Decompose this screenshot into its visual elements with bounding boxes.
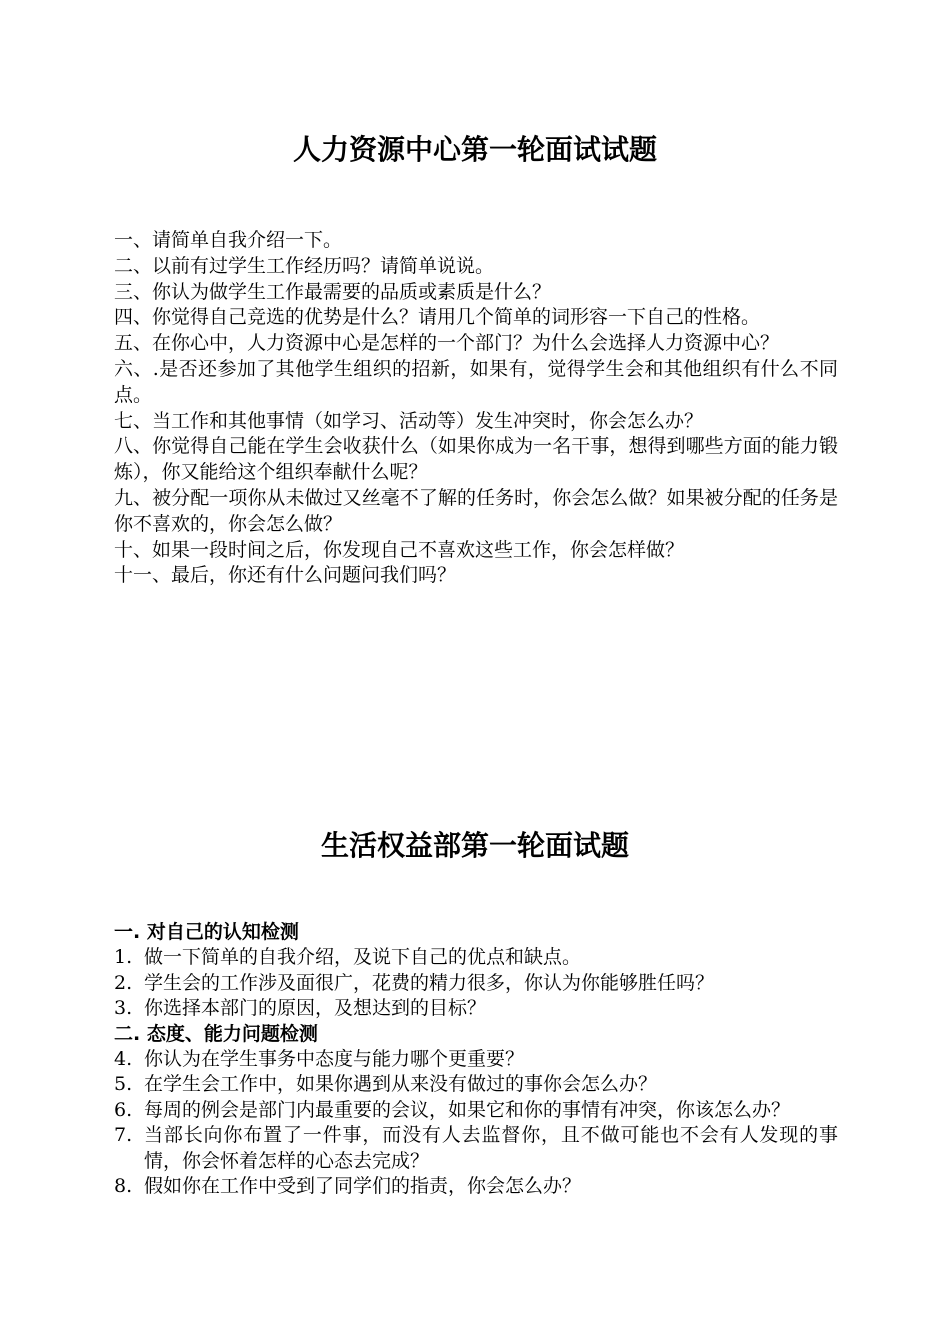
section-heading: 二. 态度、能力问题检测 bbox=[114, 1022, 318, 1045]
question-item: 二、以前有过学生工作经历吗？请简单说说。 bbox=[114, 254, 495, 277]
question-text: 学生会的工作涉及面很广，花费的精力很多，你认为你能够胜任吗？ bbox=[144, 971, 715, 994]
question-number: 7. bbox=[114, 1124, 133, 1147]
question-item: 九、被分配一项你从未做过又丝毫不了解的任务时，你会怎么做？如果被分配的任务是你不喜欢的，你会怎么做？ bbox=[114, 486, 838, 535]
question-item: 七、当工作和其他事情（如学习、活动等）发生冲突时，你会怎么办？ bbox=[114, 409, 704, 432]
question-item bbox=[114, 971, 838, 996]
question-text: 每周的例会是部门内最重要的会议，如果它和你的事情有冲突，你该怎么办？ bbox=[144, 1098, 791, 1121]
question-number: 8. bbox=[114, 1175, 133, 1198]
question-number: 3. bbox=[114, 997, 133, 1020]
question-number: 2. bbox=[114, 971, 133, 994]
question-item: 五、在你心中，人力资源中心是怎样的一个部门？为什么会选择人力资源中心？ bbox=[114, 332, 780, 355]
question-text: 在学生会工作中，如果你遇到从来没有做过的事你会怎么办？ bbox=[144, 1073, 658, 1096]
question-item: 四、你觉得自己竞选的优势是什么？请用几个简单的词形容一下自己的性格。 bbox=[114, 306, 761, 329]
question-item bbox=[114, 1174, 838, 1199]
question-number: 1. bbox=[114, 946, 133, 969]
question-item bbox=[114, 1072, 838, 1097]
question-item: 八、你觉得自己能在学生会收获什么（如果你成为一名干事，想得到哪些方面的能力锻炼），你又能给这个组织奉献什么呢？ bbox=[114, 435, 838, 484]
question-item: 一、请简单自我介绍一下。 bbox=[114, 229, 343, 251]
page-title-life-rights: 生活权益部第一轮面试题 bbox=[320, 829, 629, 862]
question-number: 5. bbox=[114, 1073, 133, 1096]
question-text: 当部长向你布置了一件事，而没有人去监督你，且不做可能也不会有人发现的事情，你会怀着怎样的心态去完成？ bbox=[144, 1124, 838, 1172]
question-item bbox=[114, 945, 838, 970]
question-item: 十、如果一段时间之后，你发现自己不喜欢这些工作，你会怎样做？ bbox=[114, 538, 685, 561]
question-number: 6. bbox=[114, 1098, 133, 1121]
question-text: 你认为在学生事务中态度与能力哪个更重要？ bbox=[144, 1048, 525, 1071]
question-text: 你选择本部门的原因，及想达到的目标？ bbox=[144, 997, 487, 1020]
page-title-hr-center: 人力资源中心第一轮面试试题 bbox=[292, 133, 657, 166]
question-item bbox=[114, 1098, 838, 1123]
question-item bbox=[114, 1047, 838, 1072]
question-item: 三、你认为做学生工作最需要的品质或素质是什么？ bbox=[114, 280, 552, 303]
question-number: 4. bbox=[114, 1048, 133, 1071]
question-text: 做一下简单的自我介绍，及说下自己的优点和缺点。 bbox=[144, 946, 582, 969]
question-item: 十一、最后，你还有什么问题问我们吗？ bbox=[114, 564, 457, 587]
hr-question-list bbox=[114, 228, 838, 589]
section-heading: 一. 对自己的认知检测 bbox=[114, 921, 299, 943]
question-item bbox=[114, 1123, 838, 1174]
question-item bbox=[114, 996, 838, 1021]
question-text: 假如你在工作中受到了同学们的指责，你会怎么办？ bbox=[144, 1175, 582, 1198]
question-item: 六、.是否还参加了其他学生组织的招新，如果有，觉得学生会和其他组织有什么不同点。 bbox=[114, 357, 838, 406]
life-rights-question-list bbox=[114, 920, 838, 1199]
